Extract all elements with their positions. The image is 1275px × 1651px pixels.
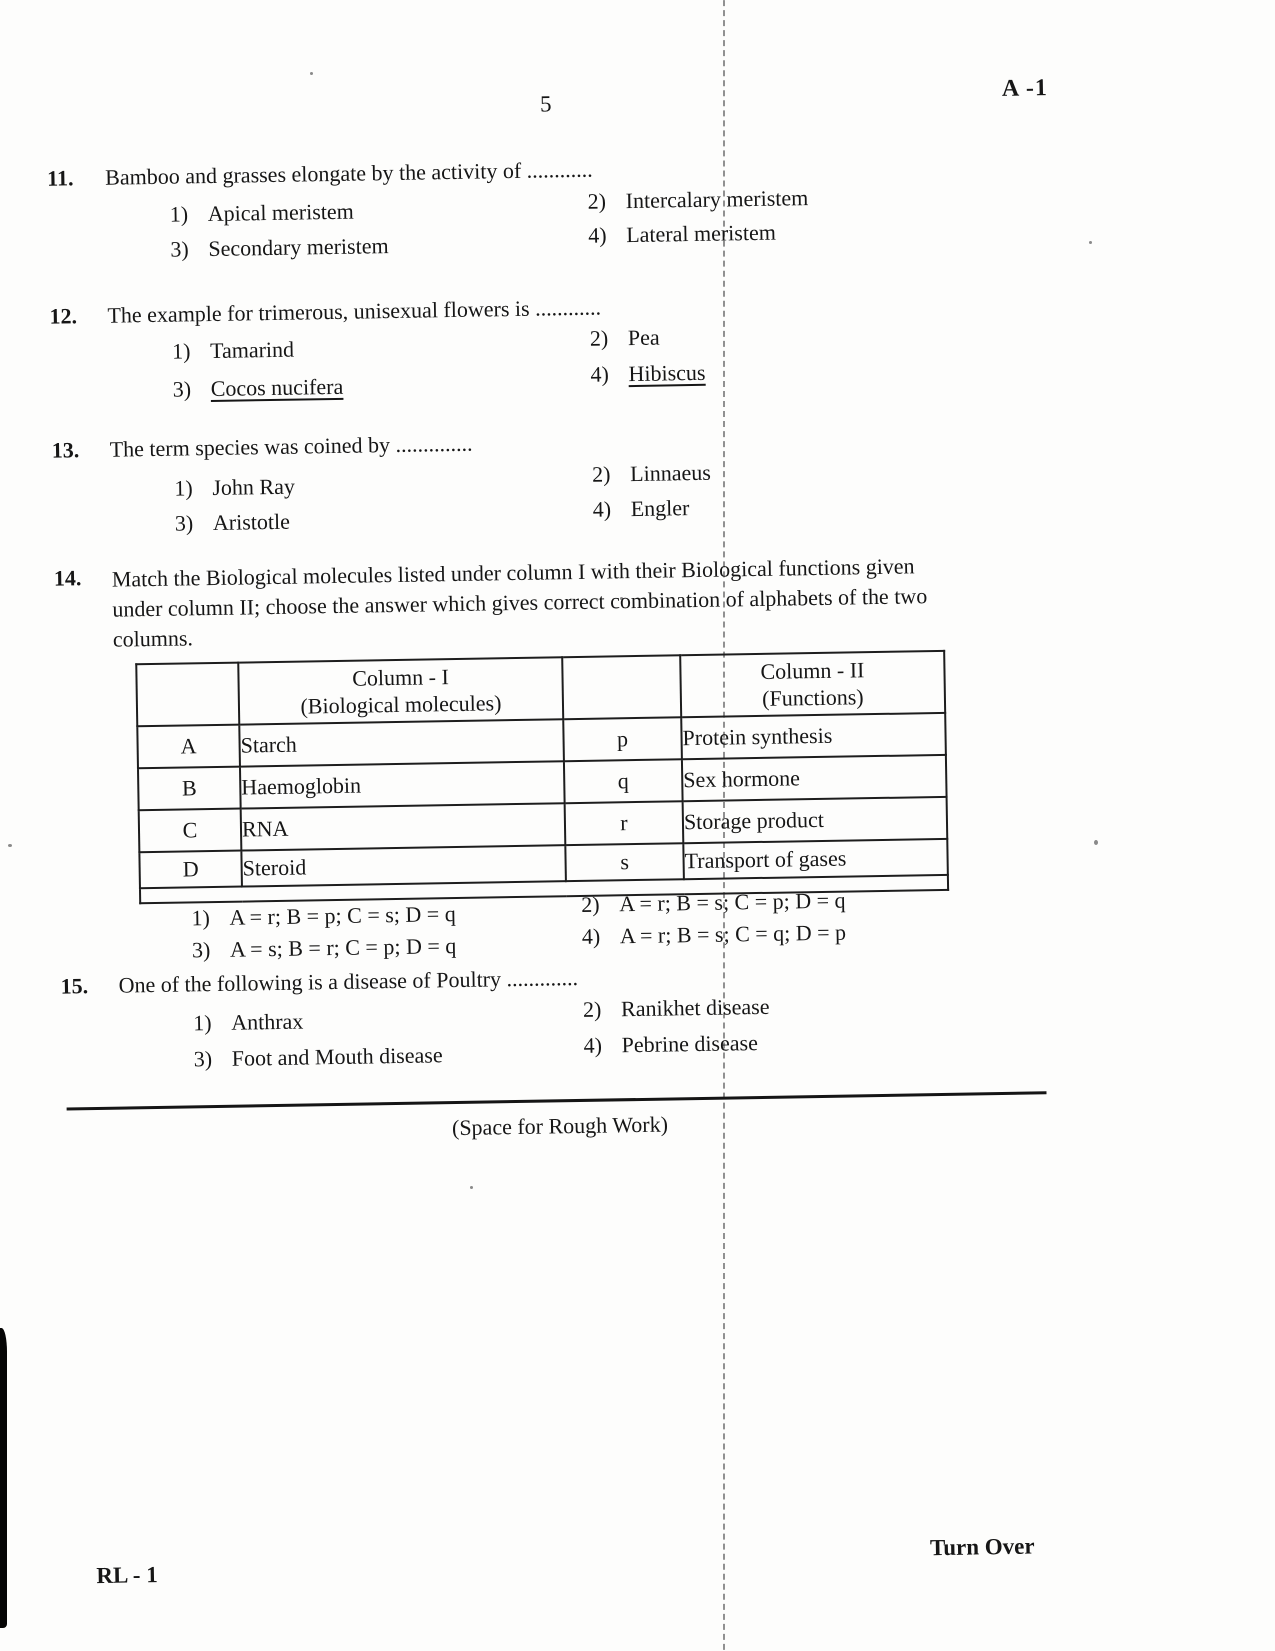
option-label: A = r; B = p; C = s; D = q — [229, 901, 456, 930]
header-title: Column - I — [352, 664, 449, 691]
row-function: Storage product — [683, 797, 948, 843]
header-column-2 — [680, 651, 945, 717]
question-number: 14. — [53, 565, 82, 591]
option-label: Lateral meristem — [625, 219, 777, 248]
option-label: Engler — [630, 495, 690, 522]
option-number: 3) — [174, 510, 194, 536]
option-number: 3) — [191, 937, 211, 963]
question-number: 12. — [49, 303, 78, 329]
option-number: 2) — [591, 461, 611, 487]
question-12 — [49, 286, 1129, 330]
option-11-1 — [170, 199, 354, 228]
turn-over-label: Turn Over — [929, 1533, 1035, 1561]
header-title: Column - II — [760, 657, 865, 684]
option-number: 1) — [191, 905, 211, 931]
question-text: The term species was coined by .............. — [109, 430, 473, 462]
option-15-3 — [194, 1042, 443, 1072]
header-subtitle: (Functions) — [761, 684, 864, 711]
row-key: r — [565, 801, 684, 845]
question-11 — [47, 148, 1127, 192]
option-label: John Ray — [212, 473, 296, 501]
scan-edge-artifact — [0, 1328, 7, 1628]
option-number: 3) — [172, 376, 192, 402]
option-label: A = r; B = s; C = q; D = p — [619, 919, 847, 949]
option-number: 1) — [193, 1010, 212, 1036]
question-number: 11. — [46, 165, 74, 191]
row-key: s — [565, 843, 684, 881]
option-number: 1) — [174, 475, 193, 501]
question-text: One of the following is a disease of Poultry ............. — [118, 965, 579, 998]
option-label: Ranikhet disease — [620, 993, 770, 1022]
option-label: Linnaeus — [629, 459, 712, 487]
option-number: 3) — [193, 1046, 213, 1072]
option-11-4 — [588, 220, 776, 249]
booklet-code: RL - 1 — [96, 1562, 158, 1589]
option-label: Cocos nucifera — [210, 373, 344, 402]
row-letter: B — [138, 767, 241, 811]
option-label: Foot and Mouth disease — [231, 1042, 443, 1071]
rough-work-label: (Space for Rough Work) — [451, 1111, 669, 1141]
option-label: Pea — [627, 324, 660, 351]
option-number: 2) — [587, 188, 607, 214]
option-15-2 — [583, 994, 770, 1023]
row-letter: A — [137, 725, 240, 769]
row-function: Protein synthesis — [681, 713, 946, 759]
option-12-1 — [172, 337, 294, 365]
option-number: 3) — [170, 236, 189, 262]
question-number: 15. — [60, 973, 89, 999]
option-14-4 — [582, 920, 847, 950]
option-label: Aristotle — [212, 508, 291, 535]
question-text: Bamboo and grasses elongate by the activity of ............ — [104, 156, 593, 190]
option-number: 4) — [592, 496, 612, 522]
question-text-line: under column II; choose the answer which gives correct combination of alphabets of the two — [112, 583, 928, 622]
match-table — [135, 650, 949, 904]
page-number: 5 — [539, 91, 552, 117]
question-number: 13. — [51, 437, 80, 463]
row-letter: D — [139, 851, 242, 889]
row-function: Transport of gases — [683, 839, 948, 879]
option-label: A = s; B = r; C = p; D = q — [229, 933, 457, 962]
option-label: Tamarind — [209, 336, 295, 364]
question-text: The example for trimerous, unisexual flowers is ............ — [107, 294, 602, 328]
option-number: 1) — [169, 201, 189, 227]
option-number: 2) — [581, 891, 600, 917]
version-code: A -1 — [1001, 75, 1049, 102]
row-molecule: Starch — [239, 719, 564, 766]
option-11-2 — [587, 185, 808, 215]
option-11-3 — [170, 233, 389, 263]
question-text-line: columns. — [112, 625, 194, 652]
question-text-line: Match the Biological molecules listed under column I with their Biological functions given — [111, 553, 915, 592]
option-14-1 — [191, 901, 456, 931]
option-13-3 — [175, 509, 290, 537]
question-14 — [54, 548, 1135, 656]
row-molecule: Haemoglobin — [240, 761, 565, 808]
option-label: Intercalary meristem — [625, 185, 809, 214]
option-13-2 — [592, 460, 711, 488]
row-key: p — [563, 717, 682, 761]
option-label: Anthrax — [230, 1008, 304, 1035]
option-number: 4) — [581, 923, 601, 949]
header-empty-cell — [562, 655, 681, 719]
option-number: 4) — [583, 1032, 603, 1058]
option-label: Apical meristem — [207, 198, 354, 227]
option-14-2 — [581, 888, 846, 918]
option-number: 2) — [582, 996, 602, 1022]
row-key: q — [564, 759, 683, 803]
header-subtitle: (Biological molecules) — [300, 690, 502, 719]
row-function: Sex hormone — [682, 755, 947, 801]
option-label: Hibiscus — [628, 359, 706, 387]
option-label: Secondary meristem — [208, 233, 389, 262]
option-number: 1) — [171, 338, 191, 364]
option-14-3 — [192, 933, 457, 963]
row-molecule: Steroid — [241, 845, 566, 886]
header-column-1 — [238, 657, 563, 724]
option-15-4 — [583, 1030, 758, 1059]
option-12-3 — [172, 374, 343, 403]
option-number: 4) — [587, 222, 607, 248]
option-number: 4) — [590, 361, 610, 387]
row-letter: C — [139, 809, 242, 853]
option-number: 2) — [589, 325, 609, 351]
header-empty-cell — [136, 663, 239, 727]
option-label: A = r; B = s; C = p; D = q — [619, 887, 846, 917]
option-13-4 — [593, 495, 690, 523]
question-13 — [51, 420, 1131, 464]
option-13-1 — [174, 474, 295, 502]
option-12-2 — [590, 325, 660, 352]
option-label: Pebrine disease — [621, 1030, 759, 1058]
option-12-4 — [590, 360, 705, 388]
question-text — [112, 548, 1103, 654]
row-molecule: RNA — [241, 803, 566, 850]
option-15-1 — [193, 1009, 304, 1037]
